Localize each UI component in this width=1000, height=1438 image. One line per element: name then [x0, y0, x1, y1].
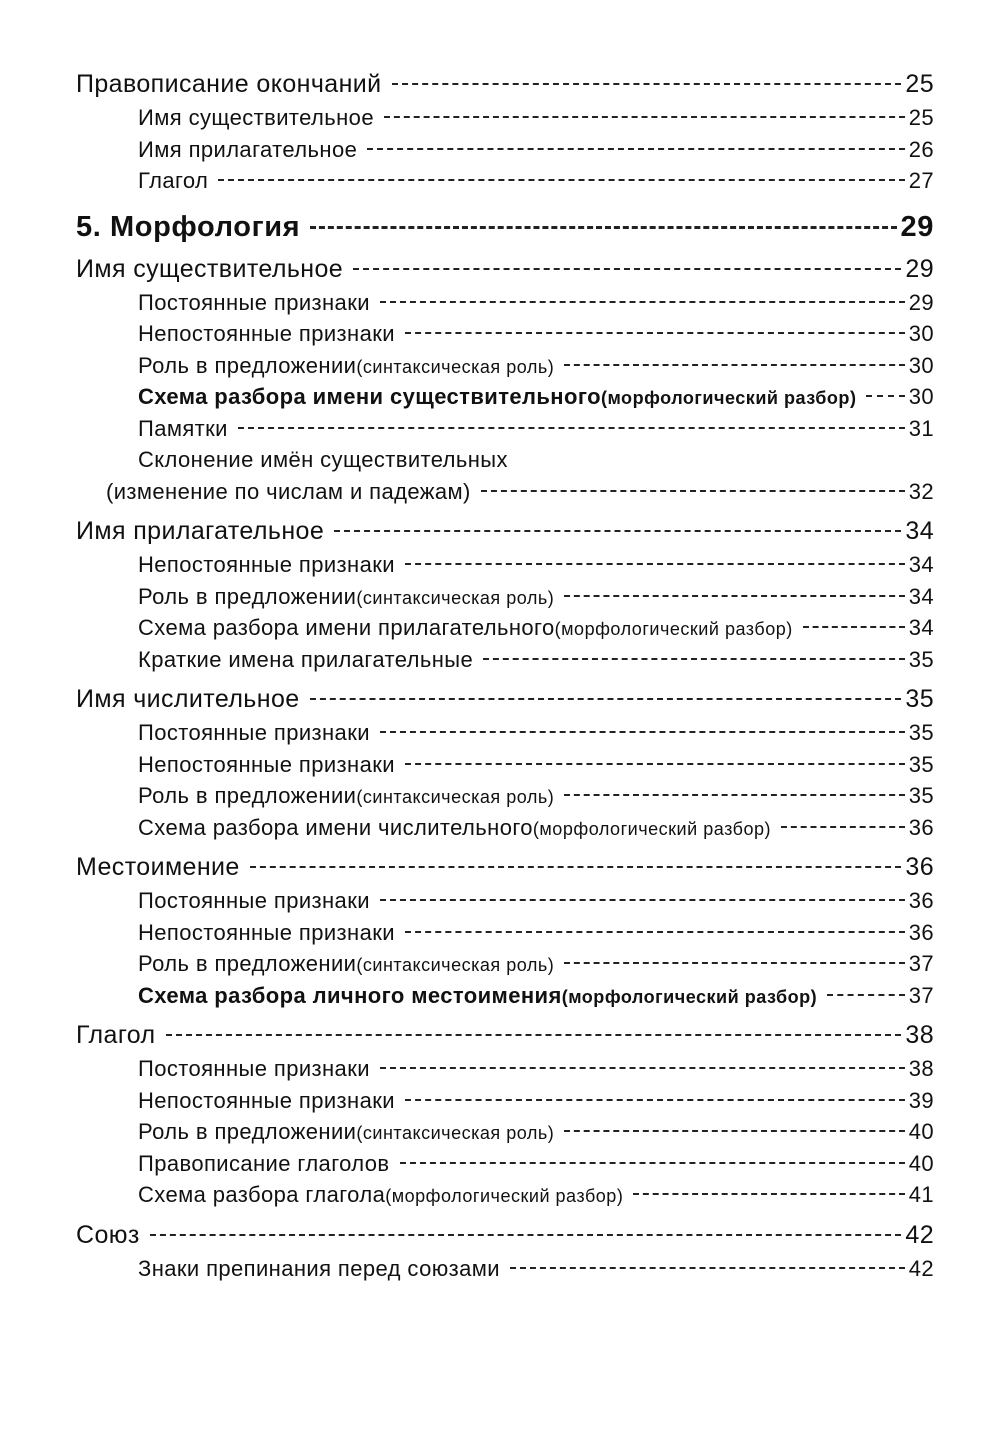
- toc-page-number: 36: [908, 814, 934, 840]
- toc-entry: [76, 980, 934, 1012]
- dot-leader: [380, 899, 905, 901]
- dot-leader: [564, 364, 904, 366]
- toc-entry: [76, 413, 934, 445]
- toc-entry: [76, 1116, 934, 1148]
- dot-leader: [380, 1067, 905, 1069]
- toc-entry-title: Непостоянные признаки: [138, 751, 395, 777]
- toc-page-number: 25: [908, 105, 934, 130]
- toc-entry-title: Имя прилагательное: [76, 517, 325, 545]
- toc-page-number: 35: [908, 783, 934, 808]
- toc-entry-title: Непостоянные признаки: [138, 321, 395, 346]
- toc-entry-note: (морфологический разбор): [561, 986, 818, 1007]
- toc-page-number: 26: [908, 136, 934, 162]
- toc-entry: [76, 444, 934, 476]
- toc-entry: [76, 780, 934, 812]
- dot-leader: [334, 530, 901, 532]
- toc-page-number: 27: [908, 168, 934, 193]
- toc-page-number: 30: [908, 352, 934, 378]
- toc-entry: [76, 717, 934, 749]
- toc-entry-title: Имя существительное: [76, 254, 344, 283]
- toc-page-number: 30: [908, 384, 934, 409]
- toc-entry-title: Непостоянные признаки: [138, 919, 395, 945]
- dot-leader: [803, 626, 905, 628]
- dot-leader: [866, 395, 904, 397]
- toc-entry-note: (синтаксическая роль): [356, 587, 555, 608]
- toc-entry-title: Непостоянные признаки: [138, 552, 395, 577]
- toc-entry-title: Непостоянные признаки: [138, 1087, 395, 1113]
- dot-leader: [564, 1130, 904, 1132]
- toc-page-number: 34: [908, 615, 934, 640]
- toc-page-number: 29: [905, 254, 934, 283]
- toc-entry: [76, 581, 934, 613]
- dot-leader: [380, 301, 905, 303]
- toc-entry-note: (морфологический разбор): [600, 388, 857, 408]
- dot-leader: [238, 427, 905, 429]
- dot-leader: [481, 490, 905, 492]
- toc-entry-title: Схема разбора личного местоимения: [138, 982, 562, 1008]
- toc-entry-title: Имя числительное: [76, 685, 300, 713]
- toc-entry-title: Роль в предложении: [138, 1119, 357, 1144]
- toc-entry: [76, 350, 934, 382]
- toc-page-number: 42: [908, 1255, 934, 1281]
- toc-entry-note: (синтаксическая роль): [356, 356, 555, 377]
- dot-leader: [405, 931, 905, 933]
- toc-page-number: 34: [908, 583, 934, 609]
- dot-leader: [250, 866, 902, 868]
- toc-page-number: 35: [908, 751, 934, 777]
- toc-entry-title: Схема разбора имени числительного: [138, 814, 533, 840]
- toc-page-number: 38: [905, 1021, 934, 1049]
- toc-entry-title: Склонение имён существительных: [138, 447, 508, 472]
- dot-leader: [218, 179, 904, 181]
- toc-page-number: 29: [908, 289, 934, 315]
- toc-page-number: 35: [908, 646, 934, 672]
- toc-entry: [76, 1085, 934, 1117]
- dot-leader: [367, 148, 905, 150]
- toc-entry: [76, 318, 934, 350]
- toc-entry: [76, 549, 934, 581]
- dot-leader: [353, 268, 901, 270]
- toc-entry-title: Роль в предложении: [138, 783, 357, 808]
- toc-entry: [76, 287, 934, 319]
- toc-entry-title: Схема разбора имени прилагательного: [138, 615, 555, 640]
- toc-entry: [76, 476, 934, 508]
- toc-entry-note: (морфологический разбор): [532, 818, 772, 839]
- toc-entry-note: (синтаксическая роль): [356, 955, 555, 975]
- toc-page-number: 35: [905, 685, 934, 713]
- toc-section: [76, 66, 934, 102]
- toc-entry: [76, 948, 934, 980]
- toc-page-number: 41: [908, 1182, 934, 1207]
- toc-entry-title: 5. Морфология: [76, 210, 301, 243]
- toc-entry: [76, 749, 934, 781]
- toc-entry-title: Краткие имена прилагательные: [138, 646, 474, 672]
- toc-page-number: 32: [908, 478, 934, 504]
- toc-page-number: 25: [905, 70, 934, 98]
- toc-page-number: 42: [905, 1220, 934, 1249]
- toc-entry-note: (морфологический разбор): [554, 619, 793, 639]
- dot-leader: [633, 1193, 904, 1195]
- dot-leader: [405, 332, 905, 334]
- toc-entry-title: Схема разбора имени существительного: [138, 384, 601, 409]
- toc-entry-title: Местоимение: [76, 853, 240, 881]
- dot-leader: [380, 731, 905, 733]
- toc-entry-note: (синтаксическая роль): [356, 787, 555, 807]
- toc-entry-title: Глагол: [76, 1021, 156, 1049]
- toc-page-number: 37: [908, 982, 934, 1008]
- dot-leader: [166, 1034, 902, 1036]
- dot-leader: [483, 658, 905, 660]
- toc-entry: [76, 1148, 934, 1180]
- toc-entry-title: Правописание окончаний: [76, 70, 382, 98]
- toc-entry: [76, 381, 934, 413]
- toc-section: [76, 849, 934, 885]
- toc-entry: [76, 612, 934, 644]
- toc-section: [76, 251, 934, 287]
- dot-leader: [564, 962, 904, 964]
- toc-page-number: 31: [908, 415, 934, 441]
- toc-section: [76, 681, 934, 717]
- toc-entry: [76, 1053, 934, 1085]
- toc-page-number: 34: [908, 552, 934, 577]
- toc-page-number: 36: [908, 919, 934, 945]
- toc-entry-title: Имя существительное: [138, 105, 374, 130]
- toc-entry-title: Постоянные признаки: [138, 1056, 370, 1081]
- dot-leader: [392, 83, 902, 85]
- toc-entry-title: (изменение по числам и падежам): [106, 478, 471, 504]
- toc-page-number: 40: [908, 1119, 934, 1144]
- toc-entry-title: Роль в предложении: [138, 951, 357, 976]
- dot-leader: [827, 994, 905, 996]
- toc-section: [76, 1017, 934, 1053]
- toc-entry-title: Имя прилагательное: [138, 136, 358, 162]
- toc-entry: [76, 134, 934, 166]
- dot-leader: [564, 595, 904, 597]
- toc-page-number: 30: [908, 321, 934, 346]
- dot-leader: [510, 1267, 905, 1269]
- toc-section: [76, 513, 934, 549]
- dot-leader: [400, 1162, 905, 1164]
- toc-page-number: 35: [908, 720, 934, 745]
- toc-page-number: 29: [900, 210, 934, 243]
- toc-entry-title: Глагол: [138, 168, 209, 193]
- toc-entry: [76, 917, 934, 949]
- dot-leader: [150, 1234, 902, 1236]
- dot-leader: [405, 763, 905, 765]
- toc-entry-title: Постоянные признаки: [138, 289, 370, 315]
- toc-entry-title: Схема разбора глагола: [138, 1182, 386, 1207]
- toc-entry: [76, 1253, 934, 1285]
- toc-entry-title: Роль в предложении: [138, 352, 357, 378]
- toc-page-number: 40: [908, 1150, 934, 1176]
- toc-entry-title: Роль в предложении: [138, 583, 357, 609]
- toc-chapter: [76, 203, 934, 251]
- toc-entry: [76, 165, 934, 197]
- toc-entry-title: Знаки препинания перед союзами: [138, 1255, 500, 1281]
- toc-entry-title: Постоянные признаки: [138, 888, 370, 913]
- toc-entry: [76, 885, 934, 917]
- toc-page-number: 37: [908, 951, 934, 976]
- toc-section: [76, 1217, 934, 1253]
- toc-entry: [76, 102, 934, 134]
- dot-leader: [310, 226, 896, 229]
- toc-entry: [76, 812, 934, 844]
- dot-leader: [310, 698, 902, 700]
- toc-entry: [76, 644, 934, 676]
- toc-entry: [76, 1179, 934, 1211]
- toc-page-number: 39: [908, 1087, 934, 1113]
- table-of-contents: [76, 66, 934, 1284]
- dot-leader: [405, 1099, 905, 1101]
- toc-page-number: 38: [908, 1056, 934, 1081]
- toc-entry-note: (морфологический разбор): [385, 1186, 624, 1206]
- dot-leader: [384, 116, 905, 118]
- toc-entry-title: Постоянные признаки: [138, 720, 370, 745]
- toc-entry-title: Правописание глаголов: [138, 1150, 390, 1176]
- toc-page-number: 36: [905, 853, 934, 881]
- toc-page-number: 34: [905, 517, 934, 545]
- toc-entry-note: (синтаксическая роль): [356, 1123, 555, 1143]
- toc-page-number: 36: [908, 888, 934, 913]
- toc-entry-title: Памятки: [138, 415, 228, 441]
- toc-entry-title: Союз: [76, 1220, 140, 1249]
- dot-leader: [405, 563, 905, 565]
- dot-leader: [781, 826, 905, 828]
- dot-leader: [564, 794, 904, 796]
